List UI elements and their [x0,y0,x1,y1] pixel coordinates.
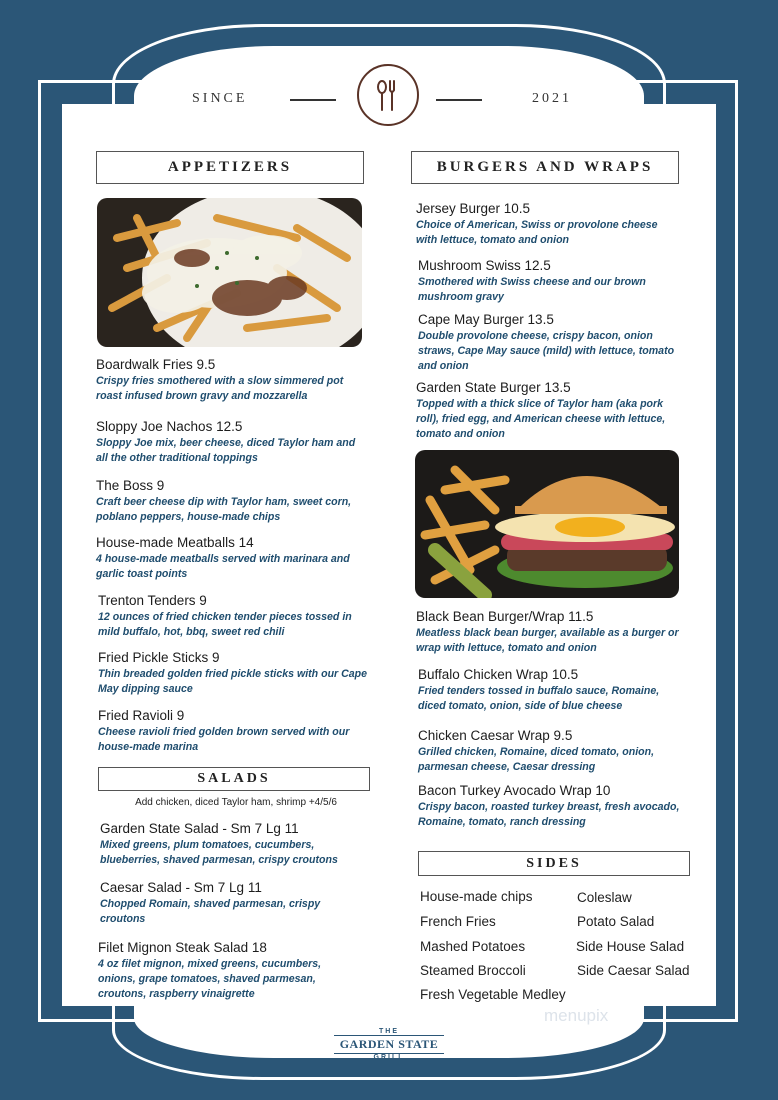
brand-line2: GARDEN STATE [334,1035,444,1054]
salads-add-on-note: Add chicken, diced Taylor ham, shrimp +4/5/6 [135,797,337,808]
item-name: Cape May Burger 13.5 [418,312,554,327]
header-rule-left [290,99,336,101]
item-name: The Boss 9 [96,478,165,493]
fork-spoon-icon [359,66,417,124]
sides-heading: SIDES [418,851,690,876]
brand-line3: GRILL [373,1054,405,1061]
side-house-made-chips: House-made chips [420,889,533,904]
item-description: Grilled chicken, Romaine, diced tomato, onion, parmesan cheese, Caesar dressing [418,746,655,773]
item-description: Chopped Romain, shaved parmesan, crispy croutons [100,898,321,925]
item-description: Crispy bacon, roasted turkey breast, fresh avocado, Romaine, tomato, ranch dressing [418,801,680,828]
menu-item-mushroom-swiss [418,258,674,305]
item-description: Mixed greens, plum tomatoes, cucumbers, blueberries, shaved parmesan, crispy croutons [100,839,338,866]
since-label: SINCE [192,91,248,106]
item-name: Fried Ravioli 9 [98,708,185,723]
header-rule-right [436,99,482,101]
item-name: Bacon Turkey Avocado Wrap 10 [418,783,611,798]
item-name: Chicken Caesar Wrap 9.5 [418,728,573,743]
menu-item-cape-may-burger [418,312,680,374]
item-name: Garden State Burger 13.5 [416,380,571,395]
item-description: Sloppy Joe mix, beer cheese, diced Taylor ham and all the other traditional toppings [96,437,356,464]
side-steamed-broccoli: Steamed Broccoli [420,963,526,978]
menu-item-chicken-caesar-wrap [418,728,686,775]
item-name: Sloppy Joe Nachos 12.5 [96,419,243,434]
fries-photo [97,198,362,347]
item-description: Choice of American, Swiss or provolone cheese with lettuce, tomato and onion [416,219,658,246]
item-name: Boardwalk Fries 9.5 [96,357,216,372]
burgers-heading: BURGERS AND WRAPS [411,151,679,184]
item-description: Crispy fries smothered with a slow simmered pot roast infused brown gravy and mozzarella [96,375,344,402]
brand-line1: THE [379,1028,399,1035]
menu-item-boardwalk-fries [96,357,364,404]
item-description: Craft beer cheese dip with Taylor ham, sweet corn, poblano peppers, house-made chips [96,496,352,523]
item-description: Cheese ravioli fried golden brown served with our house-made marina [98,726,350,753]
menu-item-fried-pickle-sticks [98,650,370,697]
salads-heading: SALADS [98,767,370,791]
item-description: Thin breaded golden fried pickle sticks with our Cape May dipping sauce [98,668,368,695]
appetizers-heading: APPETIZERS [96,151,364,184]
item-description: Smothered with Swiss cheese and our brown mushroom gravy [418,276,646,303]
menu-item-caesar-salad [100,880,356,927]
item-name: Caesar Salad - Sm 7 Lg 11 [100,880,262,895]
item-name: Fried Pickle Sticks 9 [98,650,220,665]
item-name: Mushroom Swiss 12.5 [418,258,551,273]
menu-item-bacon-turkey-avocado-wrap [418,783,680,830]
side-caesar-salad: Side Caesar Salad [577,963,690,978]
item-name: Trenton Tenders 9 [98,593,207,608]
burger-photo [415,450,679,598]
item-description: Fried tenders tossed in buffalo sauce, Romaine, diced tomato, onion, side of blue cheese [418,685,660,712]
menu-item-the-boss [96,478,364,525]
menu-item-jersey-burger [416,201,680,248]
menu-item-trenton-tenders [98,593,370,640]
item-name: Jersey Burger 10.5 [416,201,531,216]
item-name: Buffalo Chicken Wrap 10.5 [418,667,579,682]
item-description: Topped with a thick slice of Taylor ham (aka pork roll), fried egg, and American cheese with lettuce, tomato and onion [416,398,666,440]
item-description: 4 house-made meatballs served with marinara and garlic toast points [96,553,350,580]
since-year: 2021 [532,91,572,106]
side-vegetable-medley: Fresh Vegetable Medley [420,987,566,1002]
menu-item-filet-mignon-salad [98,940,354,1002]
logo-circle [357,64,419,126]
brand-logo [334,1028,444,1061]
menu-item-black-bean-burger [416,609,686,656]
menu-item-buffalo-chicken-wrap [418,667,686,714]
item-name: Garden State Salad - Sm 7 Lg 11 [100,821,299,836]
menu-item-sloppy-joe-nachos [96,419,368,466]
side-potato-salad: Potato Salad [577,914,655,929]
menupix-watermark: menupix [544,1006,609,1025]
menu-item-fried-ravioli [98,708,366,755]
menu-item-garden-state-burger [416,380,680,442]
item-name: Filet Mignon Steak Salad 18 [98,940,267,955]
side-french-fries: French Fries [420,914,496,929]
side-mashed-potatoes: Mashed Potatoes [420,939,526,954]
item-description: 12 ounces of fried chicken tender pieces tossed in mild buffalo, hot, bbq, sweet red chili [98,611,352,638]
menu-item-garden-state-salad [100,821,370,868]
item-description: Double provolone cheese, crispy bacon, onion straws, Cape May sauce (mild) with lettuce, tomato and onion [418,330,675,372]
side-coleslaw: Coleslaw [577,890,632,905]
menu-item-meatballs [96,535,368,582]
side-house-salad: Side House Salad [576,939,685,954]
item-name: House-made Meatballs 14 [96,535,254,550]
item-name: Black Bean Burger/Wrap 11.5 [416,609,594,624]
item-description: 4 oz filet mignon, mixed greens, cucumbers, onions, grape tomatoes, shaved parmesan, croutons, raspberry vinaigrette [98,958,322,1000]
item-description: Meatless black bean burger, available as a burger or wrap with lettuce, tomato and onion [416,627,679,654]
